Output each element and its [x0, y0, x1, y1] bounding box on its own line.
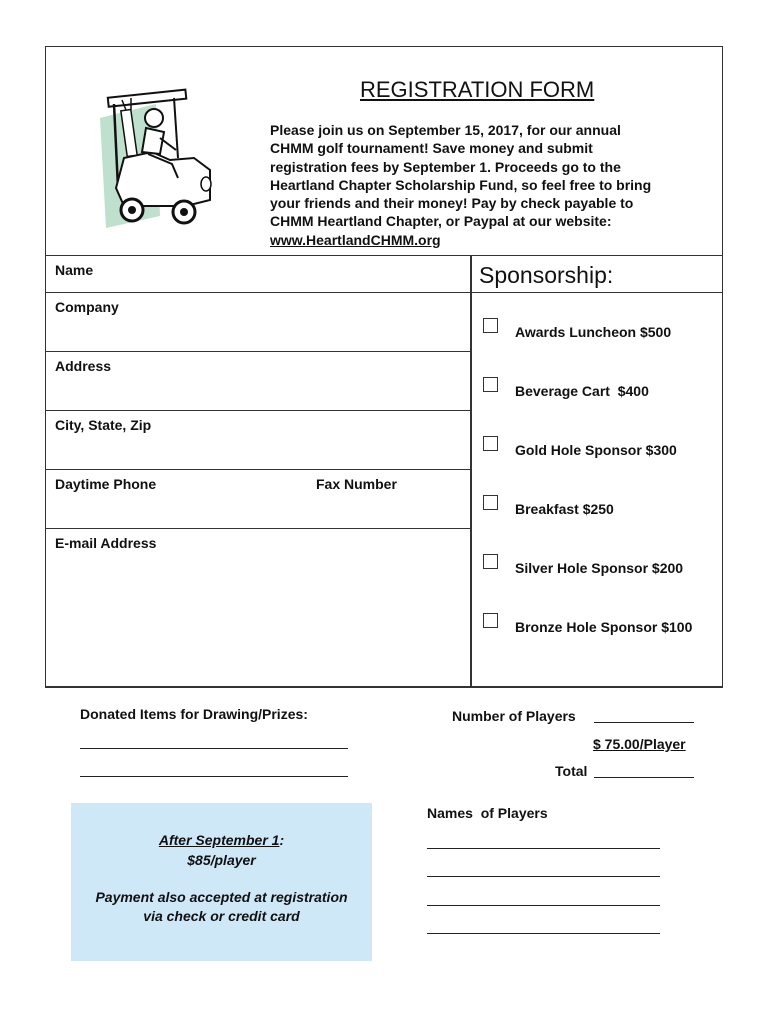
golf-cart-clipart-icon — [94, 88, 224, 238]
divider — [45, 410, 470, 411]
sponsorship-checkbox-awards-luncheon[interactable] — [483, 318, 498, 333]
sponsorship-option-label: Breakfast $250 — [515, 501, 614, 517]
divider — [45, 255, 723, 256]
number-of-players-label: Number of Players — [452, 708, 576, 724]
payment-info-line: Payment also accepted at registration — [95, 889, 348, 905]
divider — [45, 528, 470, 529]
player-name-line[interactable] — [427, 848, 660, 849]
sponsorship-checkbox-beverage-cart[interactable] — [483, 377, 498, 392]
intro-line: your friends and their money! Pay by check payable to — [270, 195, 634, 212]
sponsorship-option-label: Awards Luncheon $500 — [515, 324, 672, 340]
number-of-players-input[interactable] — [594, 722, 694, 723]
payment-info-line: via check or credit card — [143, 908, 300, 924]
intro-line: Please join us on September 15, 2017, for our annual — [270, 122, 621, 138]
sponsorship-checkbox-bronze-hole[interactable] — [483, 613, 498, 628]
sponsorship-checkbox-silver-hole[interactable] — [483, 554, 498, 569]
divider — [45, 351, 470, 352]
donated-item-line[interactable] — [80, 748, 348, 749]
price-per-player: $ 75.00/Player — [593, 736, 686, 752]
sponsorship-checkbox-gold-hole[interactable] — [483, 436, 498, 451]
names-of-players-label: Names of Players — [427, 805, 548, 821]
intro-line: CHMM golf tournament! Save money and submit — [270, 140, 593, 157]
player-name-line[interactable] — [427, 876, 660, 877]
form-title: REGISTRATION FORM — [360, 77, 595, 102]
daytime-phone-field-label: Daytime Phone — [55, 476, 157, 492]
late-price-text: $85/player — [187, 852, 256, 868]
sponsorship-title: Sponsorship: — [479, 262, 614, 288]
sponsorship-option-label: Gold Hole Sponsor $300 — [515, 442, 677, 458]
company-field-label: Company — [55, 299, 119, 315]
name-field-label: Name — [55, 262, 94, 278]
late-registration-info-box — [71, 803, 372, 961]
donated-items-label: Donated Items for Drawing/Prizes: — [80, 706, 308, 722]
intro-paragraph — [270, 121, 710, 249]
divider — [45, 469, 470, 470]
donated-item-line[interactable] — [80, 776, 348, 777]
player-name-line[interactable] — [427, 905, 660, 906]
divider — [45, 292, 723, 293]
after-date-line — [71, 832, 372, 848]
intro-line: Heartland Chapter Scholarship Fund, so feel free to bring — [270, 176, 652, 193]
email-field-label: E-mail Address — [55, 535, 157, 551]
column-divider — [470, 255, 472, 688]
city-state-zip-field-label: City, State, Zip — [55, 417, 152, 433]
sponsorship-option-label: Beverage Cart $400 — [515, 383, 649, 399]
intro-line: registration fees by September 1. Proceeds go to the — [270, 158, 621, 175]
address-field-label: Address — [55, 358, 112, 374]
sponsorship-option-label: Silver Hole Sponsor $200 — [515, 560, 684, 576]
player-name-line[interactable] — [427, 933, 660, 934]
sponsorship-checkbox-breakfast[interactable] — [483, 495, 498, 510]
fax-number-field-label: Fax Number — [316, 476, 397, 492]
after-date-text: After September 1 — [158, 832, 280, 848]
sponsorship-option-label: Bronze Hole Sponsor $100 — [515, 619, 693, 635]
after-date-colon: : — [279, 832, 285, 848]
total-label: Total — [555, 763, 588, 779]
intro-line: CHMM Heartland Chapter, or Paypal at our website: — [270, 213, 612, 230]
total-input[interactable] — [594, 777, 694, 778]
website-link[interactable]: www.HeartlandCHMM.org — [270, 231, 441, 248]
